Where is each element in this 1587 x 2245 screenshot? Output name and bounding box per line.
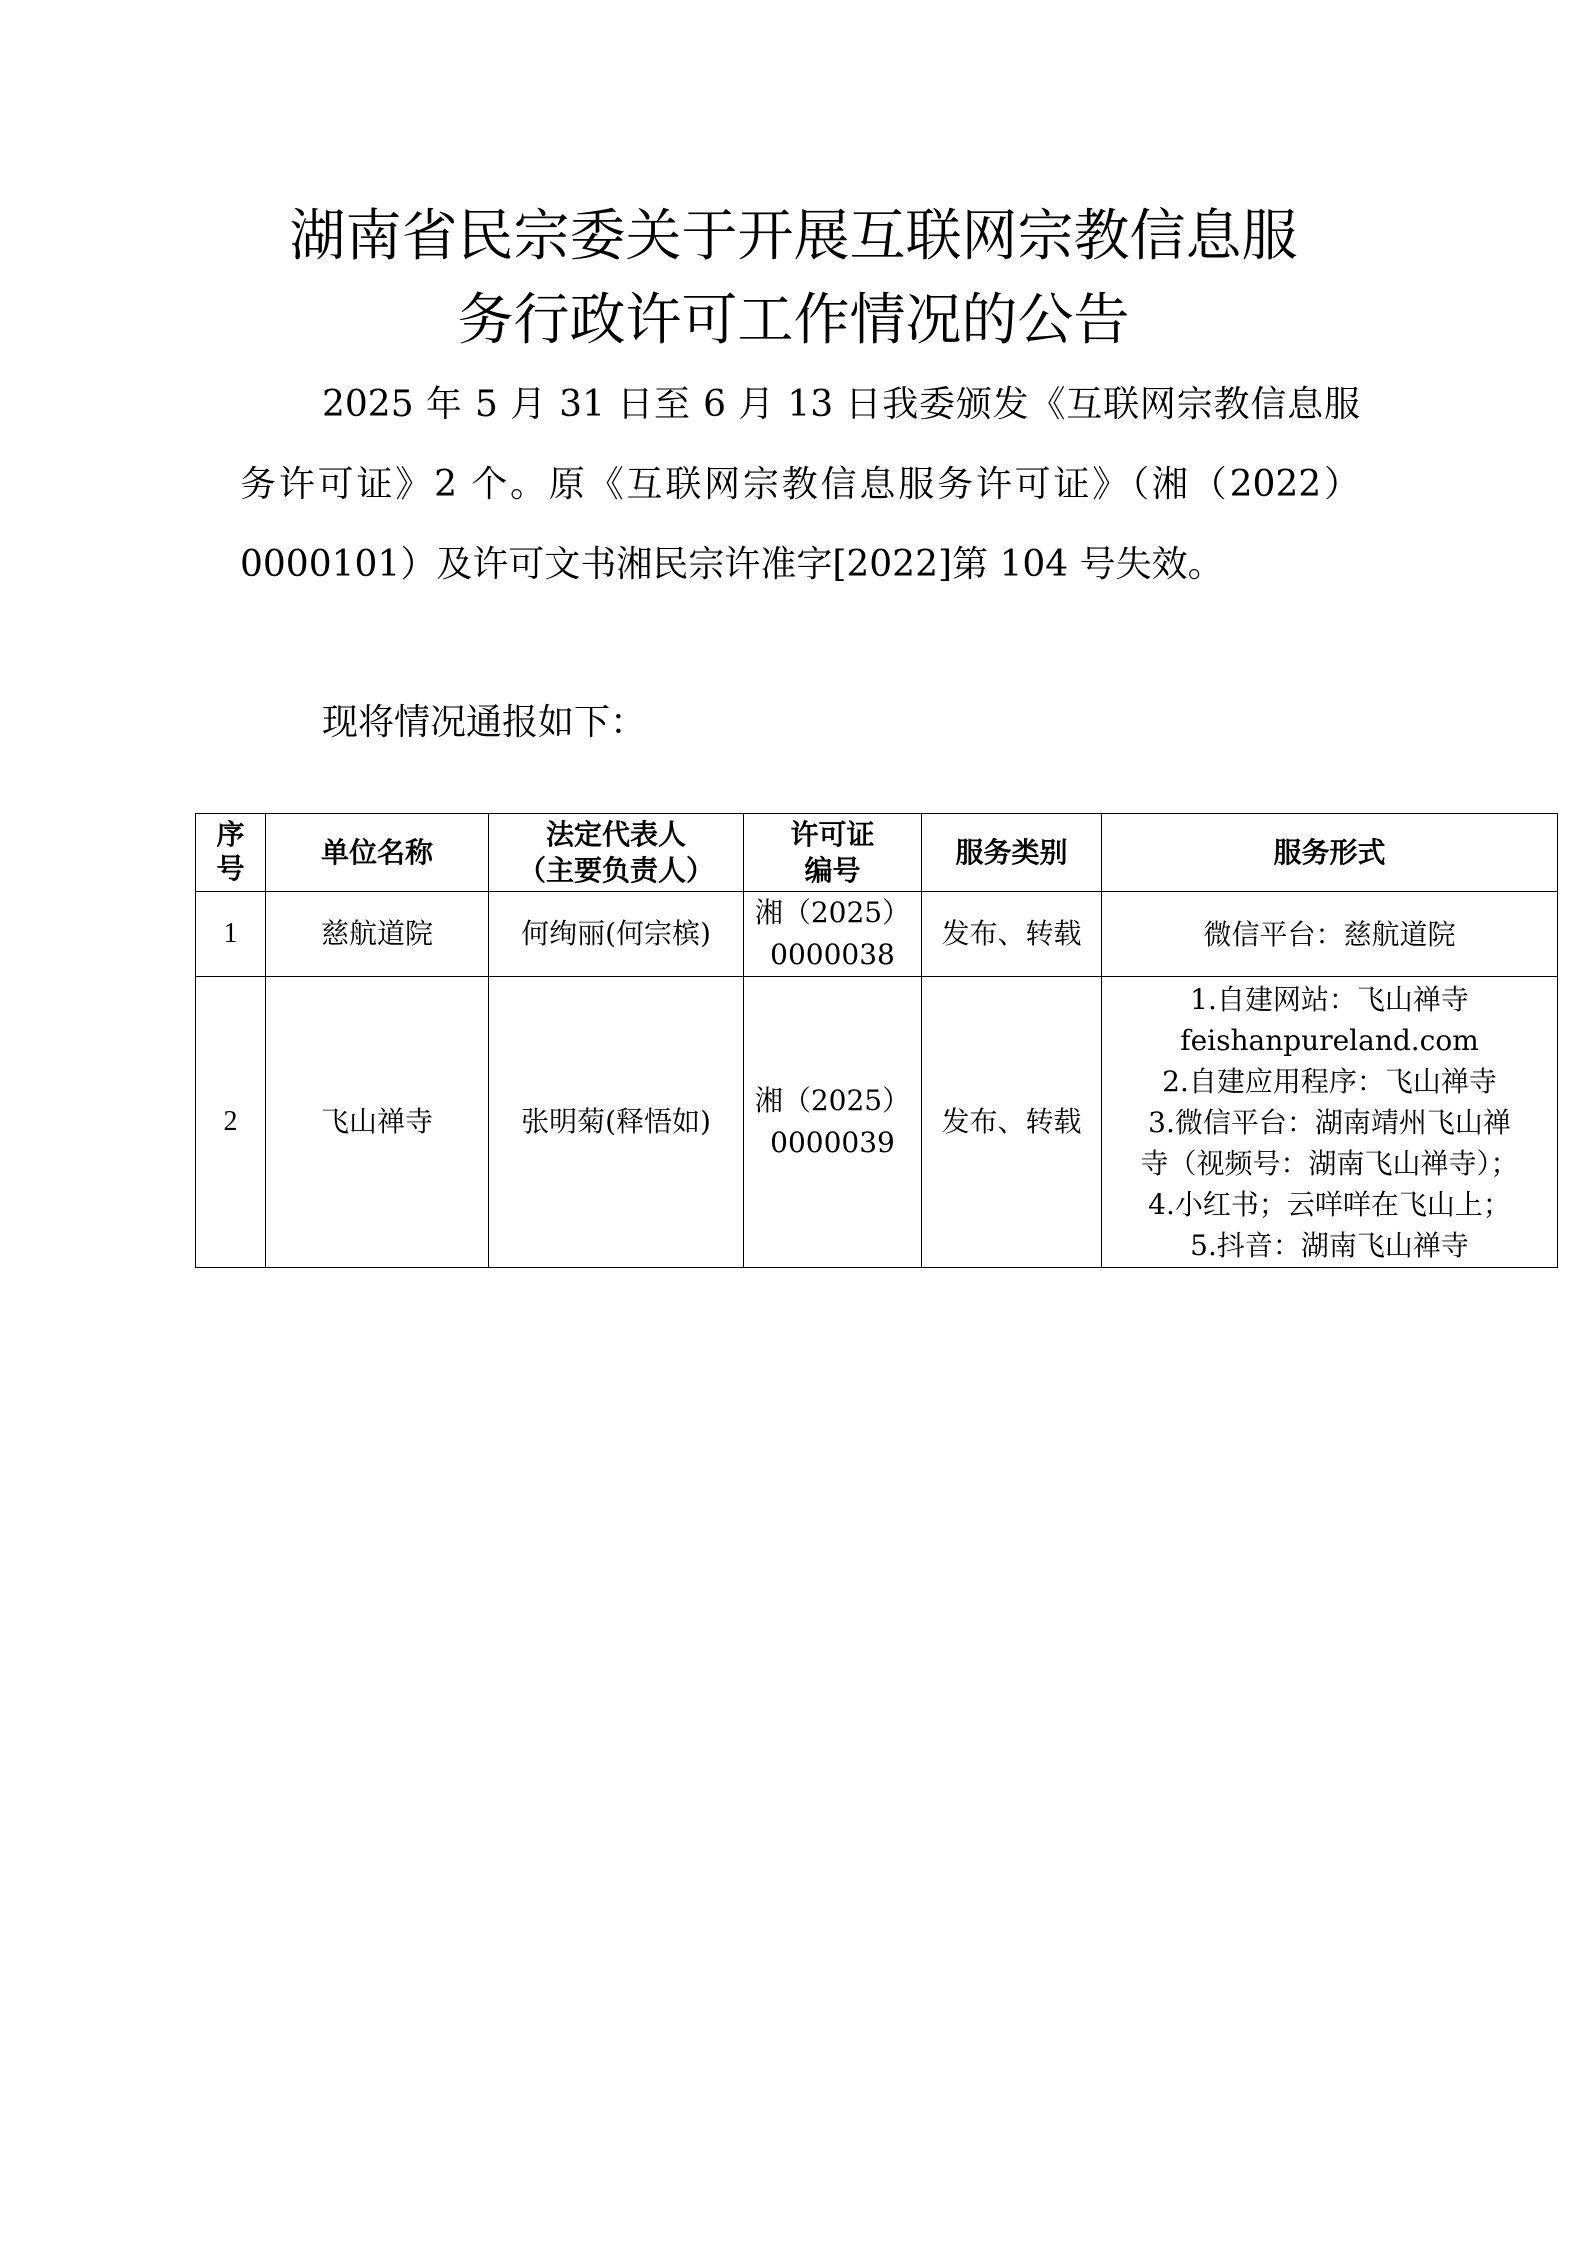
- cell-unit: 飞山禅寺: [266, 977, 489, 1268]
- form-item: 1.自建网站：飞山禅寺: [1190, 982, 1469, 1016]
- cell-seq: 1: [196, 892, 266, 977]
- header-representative: 法定代表人 （主要负责人）: [489, 814, 744, 892]
- cell-license-number: 湘（2025） 0000038: [744, 892, 922, 977]
- cell-unit: 慈航道院: [266, 892, 489, 977]
- cell-form: 微信平台：慈航道院: [1102, 892, 1558, 977]
- form-item: feishanpureland.com: [1180, 1023, 1479, 1057]
- announcement-paragraph: 2025 年 5 月 31 日至 6 月 13 日我委颁发《互联网宗教信息服务许可证》2 个。原《互联网宗教信息服务许可证》（湘（2022）0000101）及许可文书湘民宗许准字[2022]第 104 号失效。: [240, 384, 1360, 585]
- table-header-row: [196, 814, 1558, 892]
- form-item: 寺（视频号：湖南飞山禅寺）；: [1140, 1146, 1519, 1180]
- cell-license-number: 湘（2025） 0000039: [744, 977, 922, 1268]
- header-license-number: 许可证 编号: [744, 814, 922, 892]
- table-row: [196, 892, 1558, 977]
- page-title-line-2: 务行政许可工作情况的公告: [457, 288, 1130, 353]
- page-title-line-1: 湖南省民宗委关于开展互联网宗教信息服: [289, 204, 1298, 269]
- form-item: 4.小红书；云咩咩在飞山上；: [1148, 1187, 1511, 1221]
- header-unit: 单位名称: [266, 814, 489, 892]
- cell-seq: 2: [196, 977, 266, 1268]
- header-seq: 序号: [196, 814, 266, 892]
- header-category: 服务类别: [922, 814, 1102, 892]
- cell-category: 发布、转载: [922, 892, 1102, 977]
- announcement-intro: 现将情况通报如下：: [322, 702, 647, 743]
- form-item: 3.微信平台：湖南靖州飞山禅: [1148, 1105, 1511, 1139]
- cell-form: [1102, 977, 1558, 1268]
- table-row: [196, 977, 1558, 1268]
- header-form: 服务形式: [1102, 814, 1558, 892]
- cell-representative: 张明菊(释悟如): [489, 977, 744, 1268]
- cell-category: 发布、转载: [922, 977, 1102, 1268]
- form-item: 2.自建应用程序：飞山禅寺: [1162, 1064, 1497, 1098]
- form-item: 5.抖音：湖南飞山禅寺: [1190, 1228, 1469, 1262]
- license-table: [195, 813, 1558, 1268]
- cell-representative: 何绚丽(何宗槟): [489, 892, 744, 977]
